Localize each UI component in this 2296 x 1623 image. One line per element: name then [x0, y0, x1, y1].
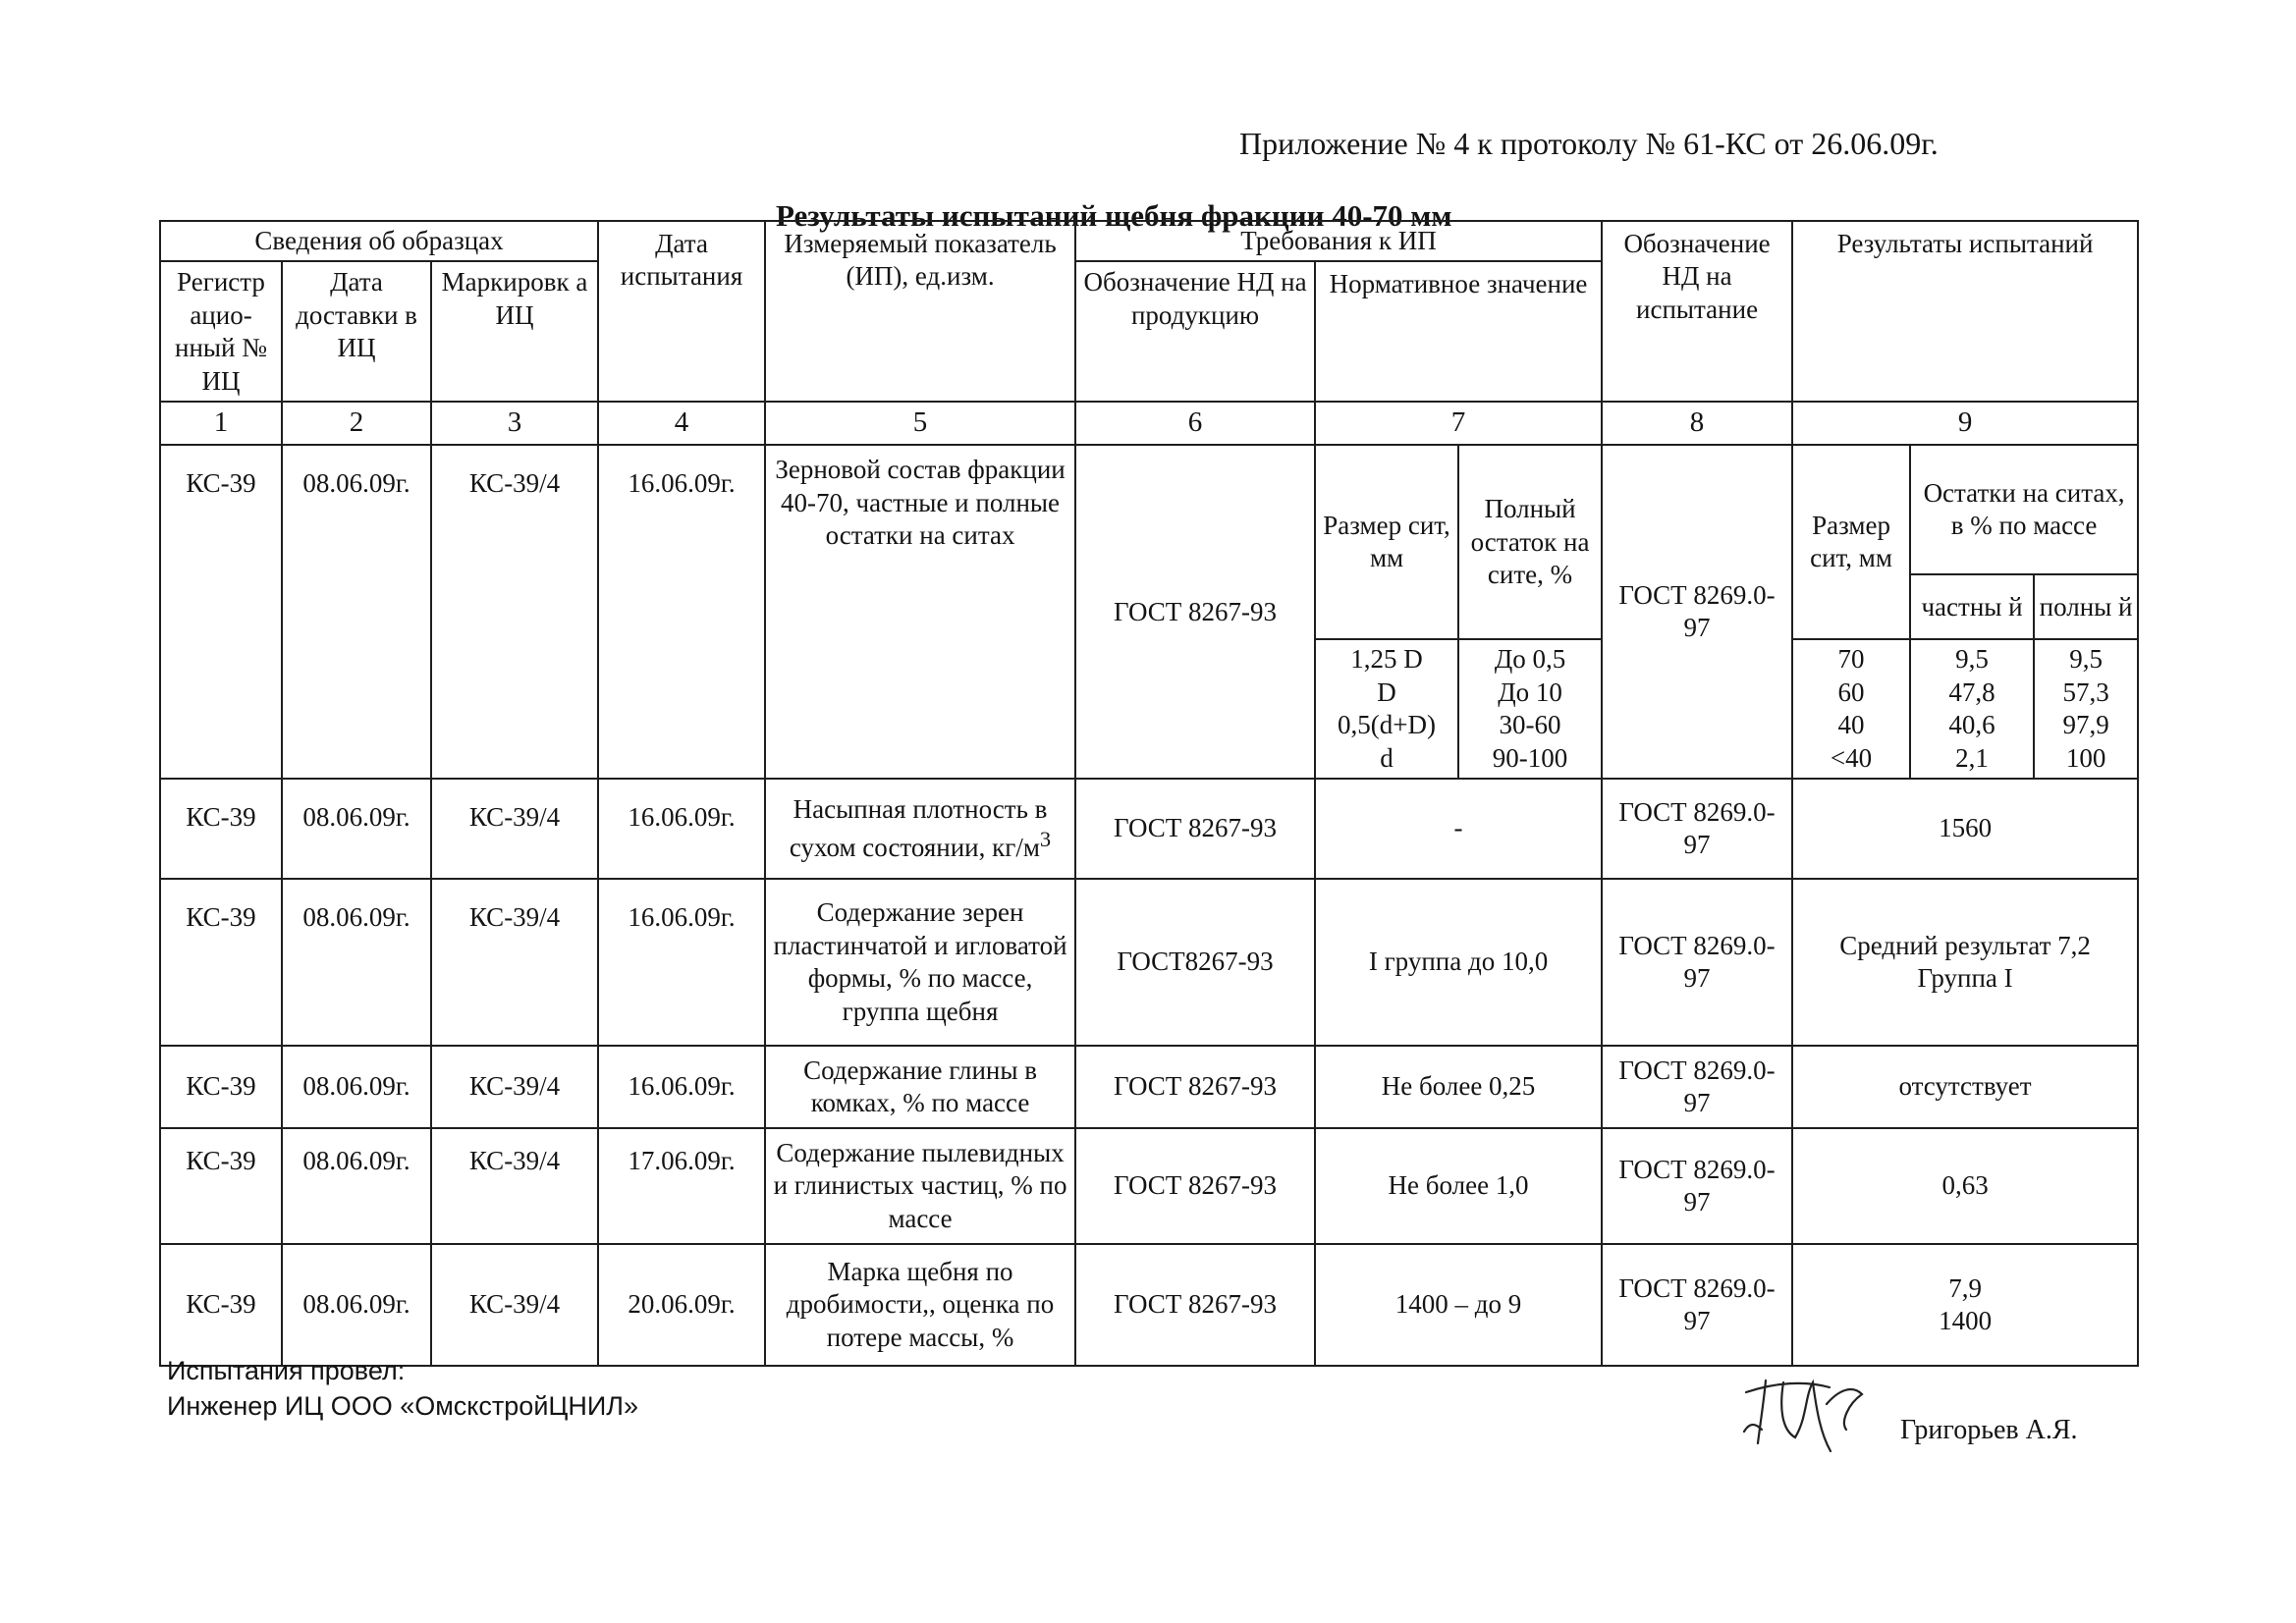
cell-nd-product: ГОСТ8267-93	[1075, 879, 1315, 1046]
cell-test-date: 20.06.09г.	[598, 1244, 765, 1366]
sieve-size-value: <40	[1830, 742, 1873, 773]
header-marking: Маркировк а ИЦ	[431, 261, 598, 402]
cell-reg: КС-39	[160, 1244, 282, 1366]
sieve-full-values	[2034, 639, 2138, 779]
table-row	[160, 879, 2138, 1046]
sieve-result-residues-header: Остатки на ситах, в % по массе	[1910, 445, 2138, 574]
cell-indicator: Содержание зерен пластинчатой и игловатой формы, % по массе, группа щебня	[765, 879, 1075, 1046]
cell-nd-test: ГОСТ 8269.0-97	[1602, 879, 1792, 1046]
cell-result	[1792, 1244, 2138, 1366]
sieve-size-value: 0,5(d+D)	[1338, 710, 1437, 740]
cell-test-date: 16.06.09г.	[598, 879, 765, 1046]
cell-nd-product: ГОСТ 8267-93	[1075, 1128, 1315, 1244]
sieve-partial-value: 9,5	[1955, 644, 1989, 675]
sieve-size-value: 40	[1837, 710, 1865, 740]
sieve-partial-value: 47,8	[1948, 676, 1995, 707]
cell-nd-test: ГОСТ 8269.0-97	[1602, 1128, 1792, 1244]
sieve-size-value: D	[1377, 676, 1396, 707]
header-nd-test: Обозначение НД на испытание	[1602, 221, 1792, 402]
tested-by-label: Испытания провел:	[167, 1356, 406, 1385]
cell-test-date: 17.06.09г.	[598, 1128, 765, 1244]
cell-normative: 1400 – до 9	[1315, 1244, 1602, 1366]
cell-test-date: 16.06.09г.	[598, 445, 765, 779]
cell-indicator	[765, 779, 1075, 879]
cell-delivery: 08.06.09г.	[282, 1244, 431, 1366]
sieve-norm-sizes	[1315, 639, 1458, 779]
sieve-partial-values	[1910, 639, 2034, 779]
sieve-norm-size-header: Размер сит, мм	[1315, 445, 1458, 639]
header-samples-group: Сведения об образцах	[160, 221, 598, 261]
cell-delivery: 08.06.09г.	[282, 879, 431, 1046]
cell-marking: КС-39/4	[431, 1046, 598, 1128]
table-row	[160, 1244, 2138, 1366]
sieve-size-value: 1,25 D	[1350, 644, 1423, 675]
cell-delivery: 08.06.09г.	[282, 1128, 431, 1244]
sieve-partial-value: 2,1	[1955, 742, 1989, 773]
cell-marking: КС-39/4	[431, 1244, 598, 1366]
table-row	[160, 445, 2138, 574]
cell-nd-product: ГОСТ 8267-93	[1075, 1046, 1315, 1128]
result-line: 7,9	[1948, 1272, 1982, 1303]
cell-test-date: 16.06.09г.	[598, 1046, 765, 1128]
cell-reg: КС-39	[160, 1128, 282, 1244]
sieve-full-value: 100	[2065, 742, 2106, 773]
cell-nd-test: ГОСТ 8269.0-97	[1602, 445, 1792, 779]
cell-normative: I группа до 10,0	[1315, 879, 1602, 1046]
appendix-reference: Приложение № 4 к протоколу № 61-КС от 26.06.09г.	[1239, 126, 1939, 161]
header-requirements-group: Требования к ИП	[1075, 221, 1602, 261]
tester-position: Инженер ИЦ ООО «ОмскстройЦНИЛ»	[167, 1391, 639, 1422]
header-indicator: Измеряемый показатель (ИП), ед.изм.	[765, 221, 1075, 402]
sieve-full-header: полны й	[2034, 574, 2138, 639]
indicator-superscript: 3	[1039, 827, 1052, 852]
result-line: 1400	[1939, 1306, 1993, 1336]
sieve-residue-value: 90-100	[1492, 742, 1568, 773]
header-results: Результаты испытаний	[1792, 221, 2138, 402]
column-number: 2	[282, 402, 431, 445]
cell-indicator: Содержание пылевидных и глинистых частиц, % по массе	[765, 1128, 1075, 1244]
sieve-residue-value: До 10	[1498, 676, 1562, 707]
sieve-result-sizes	[1792, 639, 1910, 779]
column-number: 8	[1602, 402, 1792, 445]
cell-nd-test: ГОСТ 8269.0-97	[1602, 1244, 1792, 1366]
cell-test-date: 16.06.09г.	[598, 779, 765, 879]
results-table	[159, 220, 2139, 1367]
header-test-date: Дата испытания	[598, 221, 765, 402]
cell-nd-product: ГОСТ 8267-93	[1075, 445, 1315, 779]
cell-indicator: Зерновой состав фракции 40-70, частные и полные остатки на ситах	[765, 445, 1075, 779]
sieve-result-size-header: Размер сит, мм	[1792, 445, 1910, 639]
header-delivery-date: Дата доставки в ИЦ	[282, 261, 431, 402]
sieve-full-value: 9,5	[2069, 644, 2103, 675]
sieve-residue-value: До 0,5	[1494, 644, 1566, 675]
cell-reg: КС-39	[160, 445, 282, 779]
handwritten-signature	[1736, 1353, 1893, 1461]
table-row	[160, 779, 2138, 879]
sieve-full-value: 57,3	[2062, 676, 2109, 707]
cell-delivery: 08.06.09г.	[282, 445, 431, 779]
footer-tester	[167, 1353, 638, 1425]
signer-name: Григорьев А.Я.	[1900, 1415, 2078, 1445]
cell-nd-test: ГОСТ 8269.0-97	[1602, 1046, 1792, 1128]
cell-nd-product: ГОСТ 8267-93	[1075, 1244, 1315, 1366]
table-row	[160, 1128, 2138, 1244]
cell-delivery: 08.06.09г.	[282, 779, 431, 879]
cell-marking: КС-39/4	[431, 1128, 598, 1244]
cell-marking: КС-39/4	[431, 445, 598, 779]
header-reg-no: Регистр ацио- нный № ИЦ	[160, 261, 282, 402]
cell-indicator: Содержание глины в комках, % по массе	[765, 1046, 1075, 1128]
header-nd-product: Обозначение НД на продукцию	[1075, 261, 1315, 402]
cell-result: отсутствует	[1792, 1046, 2138, 1128]
cell-marking: КС-39/4	[431, 879, 598, 1046]
cell-result: 0,63	[1792, 1128, 2138, 1244]
cell-nd-test: ГОСТ 8269.0-97	[1602, 779, 1792, 879]
column-number: 1	[160, 402, 282, 445]
cell-reg: КС-39	[160, 879, 282, 1046]
cell-normative: Не более 1,0	[1315, 1128, 1602, 1244]
cell-delivery: 08.06.09г.	[282, 1046, 431, 1128]
sieve-size-value: 70	[1837, 644, 1865, 675]
column-number: 5	[765, 402, 1075, 445]
column-number: 4	[598, 402, 765, 445]
cell-reg: КС-39	[160, 779, 282, 879]
cell-result: 1560	[1792, 779, 2138, 879]
sieve-partial-header: частны й	[1910, 574, 2034, 639]
sieve-size-value: 60	[1837, 676, 1865, 707]
document-title: Результаты испытаний щебня фракции 40-70 мм	[776, 198, 1452, 233]
sieve-partial-value: 40,6	[1948, 710, 1995, 740]
column-number: 3	[431, 402, 598, 445]
header-normative: Нормативное значение	[1315, 261, 1602, 402]
sieve-size-value: d	[1380, 742, 1394, 773]
cell-result: Средний результат 7,2 Группа I	[1792, 879, 2138, 1046]
column-number: 6	[1075, 402, 1315, 445]
sieve-residue-value: 30-60	[1499, 710, 1561, 740]
cell-reg: КС-39	[160, 1046, 282, 1128]
indicator-text: Насыпная плотность в сухом состоянии, кг/м	[789, 793, 1048, 863]
cell-normative: -	[1315, 779, 1602, 879]
sieve-norm-residues	[1458, 639, 1602, 779]
cell-marking: КС-39/4	[431, 779, 598, 879]
sieve-full-value: 97,9	[2062, 710, 2109, 740]
table-row	[160, 1046, 2138, 1128]
sieve-norm-residue-header: Полный остаток на сите, %	[1458, 445, 1602, 639]
cell-indicator: Марка щебня по дробимости,, оценка по потере массы, %	[765, 1244, 1075, 1366]
cell-nd-product: ГОСТ 8267-93	[1075, 779, 1315, 879]
column-number: 7	[1315, 402, 1602, 445]
column-number: 9	[1792, 402, 2138, 445]
cell-normative: Не более 0,25	[1315, 1046, 1602, 1128]
